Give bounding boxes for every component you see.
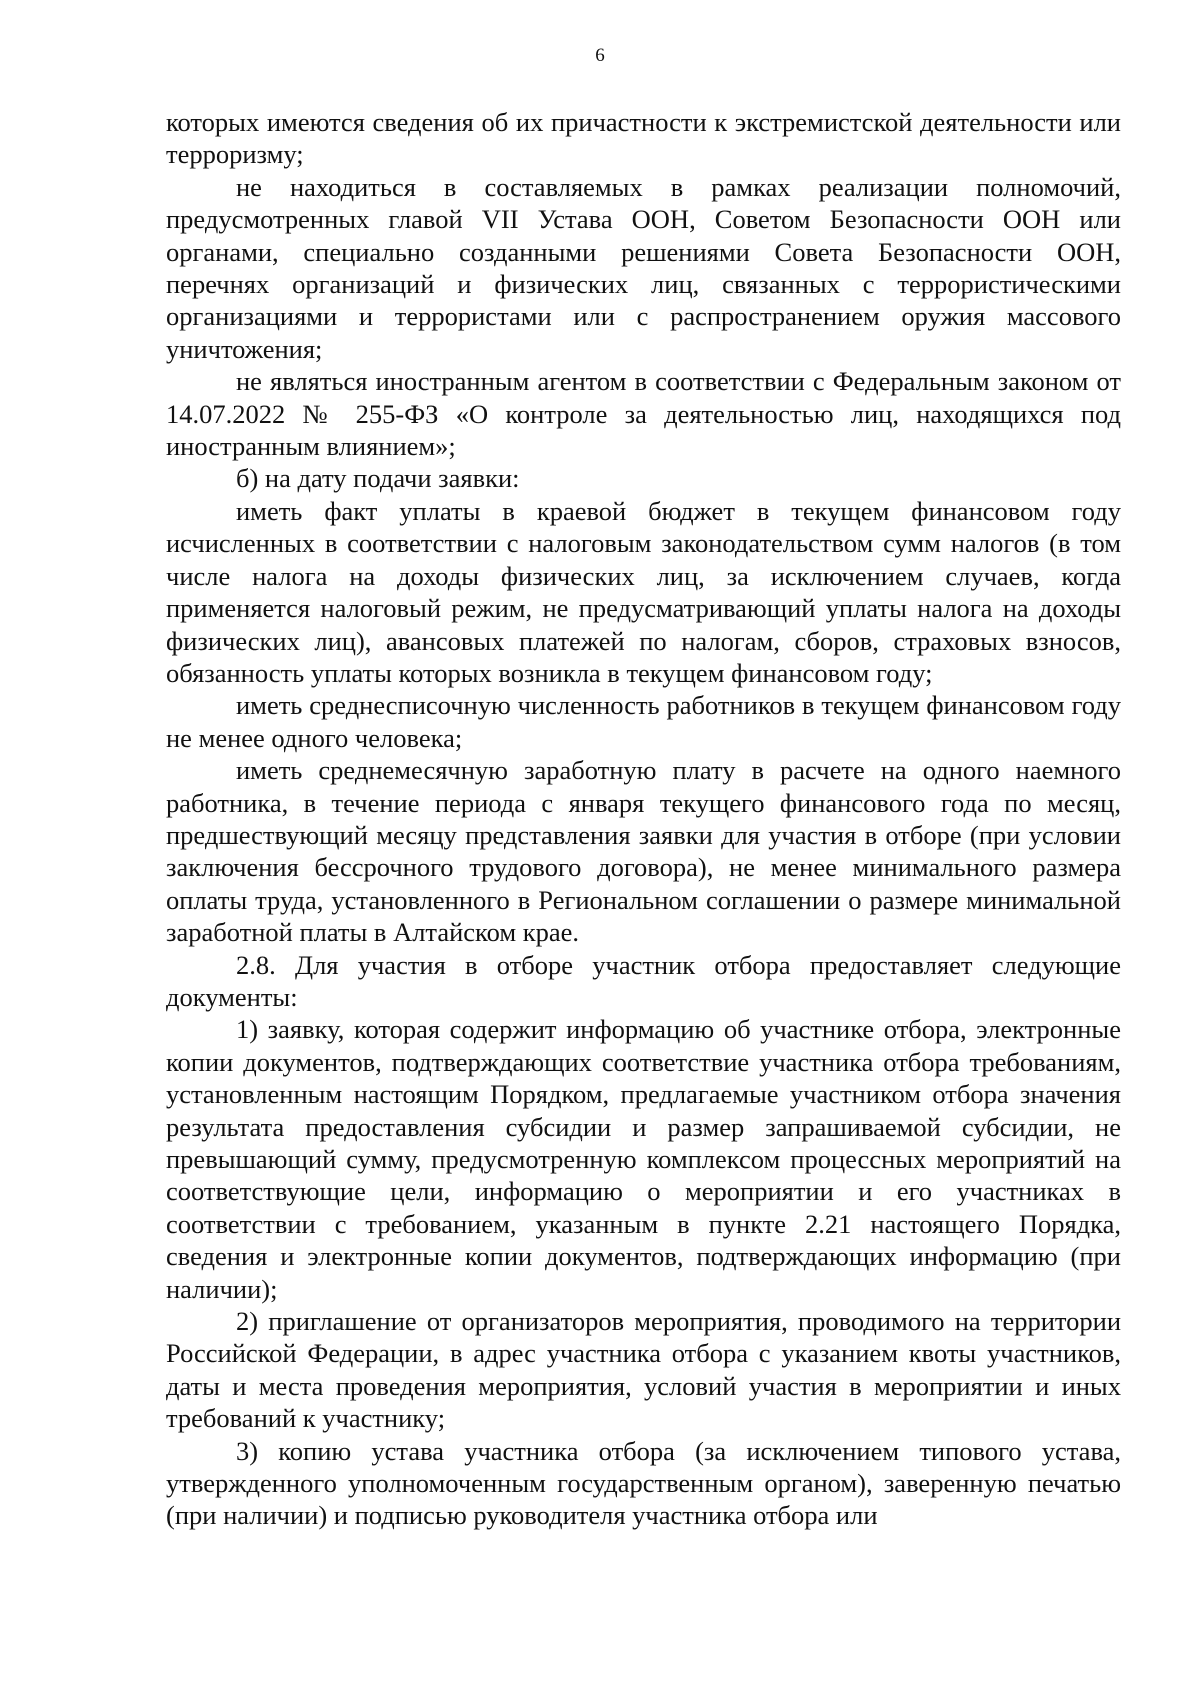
paragraph-3: не являться иностранным агентом в соответствии с Федеральным законом от 14.07.2022 № 255-ФЗ «О контроле за деятельностью лиц, находящихся под иностранным влиянием»; (166, 366, 1121, 462)
paragraph-9: 1) заявку, которая содержит информацию об участнике отбора, электронные копии документов, подтверждающих соответствие участника отбора требованиям, установленным настоящим Порядком, предлагаемые участником отбора значения результата предоставления субсидии и размер запрашиваемой субсидии, не превышающий сумму, предусмотренную комплексом процессных мероприятий на соответствующие цели, информацию о мероприятии и его участниках в соответствии с требованием, указанным в пункте 2.21 настоящего Порядка, сведения и электронные копии документов, подтверждающих информацию (при наличии); (166, 1014, 1121, 1304)
page-number: 6 (595, 45, 605, 66)
paragraph-4: б) на дату подачи заявки: (236, 463, 520, 494)
paragraph-5: иметь факт уплаты в краевой бюджет в текущем финансовом году исчисленных в соответствии с налоговым законодательством сумм налогов (в том числе налога на доходы физических лиц, за исключением случаев, когда применяется налоговый режим, не предусматривающий уплаты налога на доходы физических лиц), авансовых платежей по налогам, сборов, страховых взносов, обязанность уплаты которых возникла в текущем финансовом году; (166, 495, 1121, 688)
document-body (166, 106, 1121, 1532)
paragraph-8: 2.8. Для участия в отборе участник отбора предоставляет следующие документы: (166, 949, 1121, 1012)
paragraph-10: 2) приглашение от организаторов мероприятия, проводимого на территории Российской Федерации, в адрес участника отбора с указанием квоты участников, даты и места проведения мероприятия, условий участия в мероприятии и иных требований к участнику; (166, 1306, 1121, 1434)
paragraph-11: 3) копию устава участника отбора (за исключением типового устава, утвержденного уполномоченным государственным органом), заверенную печатью (при наличии) и подписью руководителя участника отбора или (166, 1435, 1121, 1531)
paragraph-7: иметь среднемесячную заработную плату в расчете на одного наемного работника, в течение периода с января текущего финансового года по месяц, предшествующий месяцу представления заявки для участия в отборе (при условии заключения бессрочного трудового договора), не менее минимального размера оплаты труда, установленного в Региональном соглашении о размере минимальной заработной платы в Алтайском крае. (166, 755, 1121, 948)
paragraph-2: не находиться в составляемых в рамках реализации полномочий, предусмотренных главой VII Устава ООН, Советом Безопасности ООН или органами, специально созданными решениями Совета Безопасности ООН, перечнях организаций и физических лиц, связанных с террористическими организациями и террористами или с распространением оружия массового уничтожения; (166, 171, 1121, 364)
paragraph-6: иметь среднесписочную численность работников в текущем финансовом году не менее одного человека; (166, 690, 1121, 753)
paragraph-1: которых имеются сведения об их причастности к экстремистской деятельности или терроризму; (166, 107, 1121, 170)
